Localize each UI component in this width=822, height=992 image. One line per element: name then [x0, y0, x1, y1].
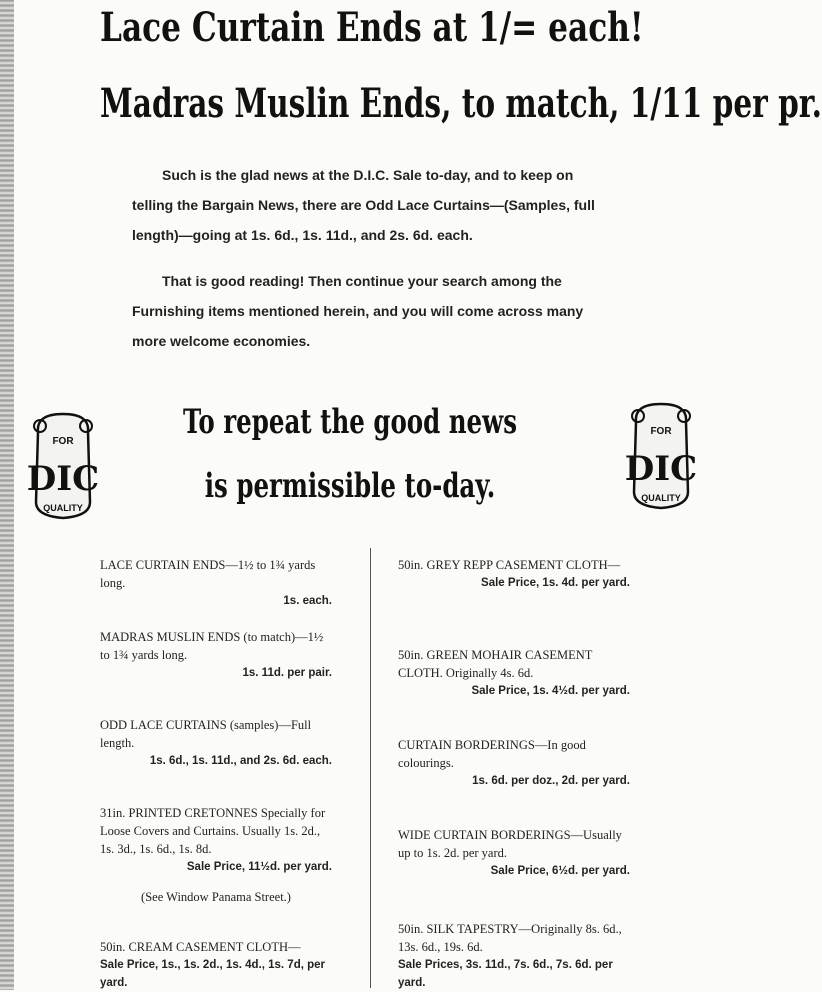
listing-price: Sale Prices, 3s. 11d., 7s. 6d., 7s. 6d. per yard. [398, 959, 613, 989]
listing-price: 1s. 6d., 1s. 11d., and 2s. 6d. each. [149, 755, 332, 767]
listing-price: 1s. each. [283, 595, 332, 607]
listing-silk-tapestry [398, 920, 630, 992]
listing-note: (See Window Panama Street.) [141, 890, 291, 904]
listing-price: 1s. 6d. per doz., 2d. per yard. [472, 775, 630, 787]
listing-price: Sale Price, 1s., 1s. 2d., 1s. 4d., 1s. 7d, per yard. [100, 959, 326, 989]
listing-madras-muslin-ends [100, 628, 332, 682]
permissible-today-heading: is permissible to-day. [204, 466, 496, 506]
listing-name: 50in. GREY REPP CASEMENT CLOTH— [398, 558, 621, 572]
listing-name: CURTAIN BORDERINGS—In good colourings. [398, 738, 586, 770]
listing-grey-repp-casement [398, 556, 630, 592]
emblem-quality-text: QUALITY [43, 503, 83, 513]
listing-wide-curtain-borderings [398, 826, 630, 880]
listing-price: Sale Price, 6½d. per yard. [490, 865, 630, 877]
column-divider [370, 548, 371, 988]
intro-paragraph-2 [132, 266, 612, 356]
listing-name: LACE CURTAIN ENDS—1½ to 1¾ yards long. [100, 558, 316, 590]
page-edge [0, 0, 14, 990]
listing-lace-curtain-ends [100, 556, 332, 610]
emblem-dic-text: DIC [26, 459, 100, 499]
listing-name: 50in. GREEN MOHAIR CASEMENT CLOTH. Originally 4s. 6d. [398, 648, 593, 680]
listing-price: Sale Price, 1s. 4½d. per yard. [471, 685, 630, 697]
intro-text-1: Such is the glad news at the D.I.C. Sale to-day, and to keep on telling the Bargain News, there are Odd Lace Curtains—(Samples, full length)—going at 1s. 6d., 1s. 11d., and 2s. 6d. each. [132, 167, 595, 243]
emblem-for-text: FOR [52, 436, 74, 447]
listing-price: Sale Price, 1s. 4d. per yard. [481, 577, 630, 589]
listing-green-mohair-casement [398, 646, 630, 700]
listing-name: 50in. CREAM CASEMENT CLOTH— [100, 940, 301, 954]
intro-paragraph-1 [132, 160, 612, 250]
emblem-dic-text: DIC [624, 449, 698, 489]
dic-quality-emblem-left [28, 412, 98, 524]
repeat-good-news-heading: To repeat the good news [183, 402, 517, 442]
listing-price: Sale Price, 11½d. per yard. [186, 861, 332, 873]
listing-curtain-borderings [398, 736, 630, 790]
listing-cream-casement-cloth [100, 938, 332, 992]
intro-text-2: That is good reading! Then continue your search among the Furnishing items mentioned herein, and you will come across many more welcome economies. [132, 273, 584, 349]
dic-quality-emblem-right [626, 402, 696, 514]
listing-name: MADRAS MUSLIN ENDS (to match)—1½ to 1¾ yards long. [100, 630, 324, 662]
listing-printed-cretonnes [100, 804, 332, 906]
listing-name: 31in. PRINTED CRETONNES Specially for Loose Covers and Curtains. Usually 1s. 2d., 1s. 3d., 1s. 6d., 1s. 8d. [100, 806, 326, 856]
headline-madras-muslin: Madras Muslin Ends, to match, 1/11 per pr. [100, 80, 822, 127]
listing-price: 1s. 11d. per pair. [242, 667, 332, 679]
listing-name: ODD LACE CURTAINS (samples)—Full length. [100, 718, 312, 750]
emblem-for-text: FOR [650, 426, 672, 437]
listing-name: WIDE CURTAIN BORDERINGS—Usually up to 1s. 2d. per yard. [398, 828, 622, 860]
listing-odd-lace-curtains [100, 716, 332, 770]
headline-lace-curtain: Lace Curtain Ends at 1/= each! [100, 4, 644, 51]
emblem-quality-text: QUALITY [641, 493, 681, 503]
listing-name: 50in. SILK TAPESTRY—Originally 8s. 6d., 13s. 6d., 19s. 6d. [398, 922, 622, 954]
